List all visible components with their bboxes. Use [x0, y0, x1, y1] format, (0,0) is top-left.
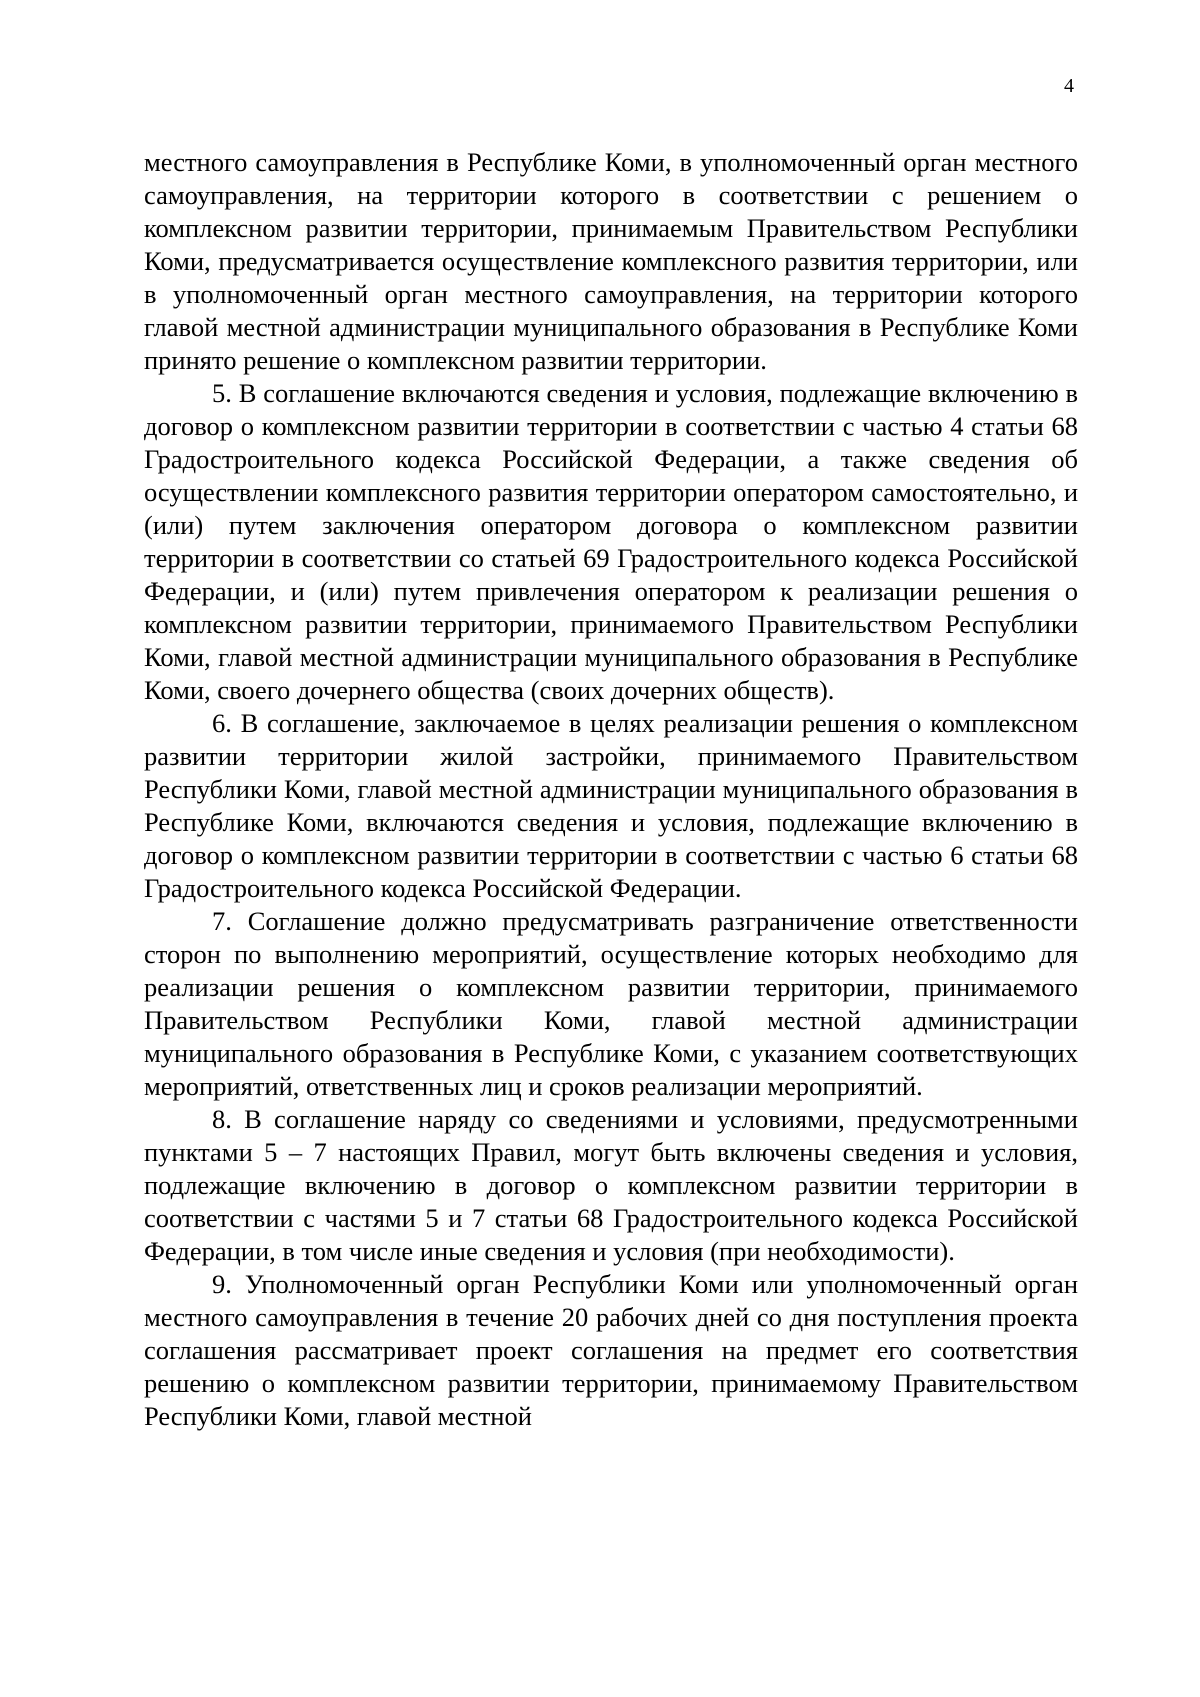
paragraph-item-5: 5. В соглашение включаются сведения и условия, подлежащие включению в договор о комплексном развитии территории в соответствии с частью 4 статьи 68 Градостроительного кодекса Российской Федерации, а также сведения об осуществлении комплексного развития территории оператором самостоятельно, и (или) путем заключения оператором договора о комплексном развитии территории в соответствии со статьей 69 Градостроительного кодекса Российской Федерации, и (или) путем привлечения оператором к реализации решения о комплексном развитии территории, принимаемого Правительством Республики Коми, главой местной администрации муниципального образования в Республике Коми, своего дочернего общества (своих дочерних обществ). [144, 378, 1078, 705]
page-number: 4 [1064, 75, 1074, 97]
paragraph-continuation: местного самоуправления в Республике Коми, в уполномоченный орган местного самоуправления, на территории которого в соответствии с решением о комплексном развитии территории, принимаемым Правительством Республики Коми, предусматривается осуществление комплексного развития территории, или в уполномоченный орган местного самоуправления, на территории которого главой местной администрации муниципального образования в Республике Коми принято решение о комплексном развитии территории. [144, 147, 1078, 375]
paragraph-item-7: 7. Соглашение должно предусматривать разграничение ответственности сторон по выполнению мероприятий, осуществление которых необходимо для реализации решения о комплексном развитии территории, принимаемого Правительством Республики Коми, главой местной администрации муниципального образования в Республике Коми, с указанием соответствующих мероприятий, ответственных лиц и сроков реализации мероприятий. [144, 906, 1078, 1101]
paragraph-item-9: 9. Уполномоченный орган Республики Коми или уполномоченный орган местного самоуправления в течение 20 рабочих дней со дня поступления проекта соглашения рассматривает проект соглашения на предмет его соответствия решению о комплексном развитии территории, принимаемому Правительством Республики Коми, главой местной [144, 1269, 1078, 1431]
document-body [144, 146, 1078, 1433]
paragraph-item-8: 8. В соглашение наряду со сведениями и условиями, предусмотренными пунктами 5 – 7 настоящих Правил, могут быть включены сведения и условия, подлежащие включению в договор о комплексном развитии территории в соответствии с частями 5 и 7 статьи 68 Градостроительного кодекса Российской Федерации, в том числе иные сведения и условия (при необходимости). [144, 1104, 1078, 1266]
paragraph-item-6: 6. В соглашение, заключаемое в целях реализации решения о комплексном развитии территории жилой застройки, принимаемого Правительством Республики Коми, главой местной администрации муниципального образования в Республике Коми, включаются сведения и условия, подлежащие включению в договор о комплексном развитии территории в соответствии с частью 6 статьи 68 Градостроительного кодекса Российской Федерации. [144, 708, 1078, 903]
